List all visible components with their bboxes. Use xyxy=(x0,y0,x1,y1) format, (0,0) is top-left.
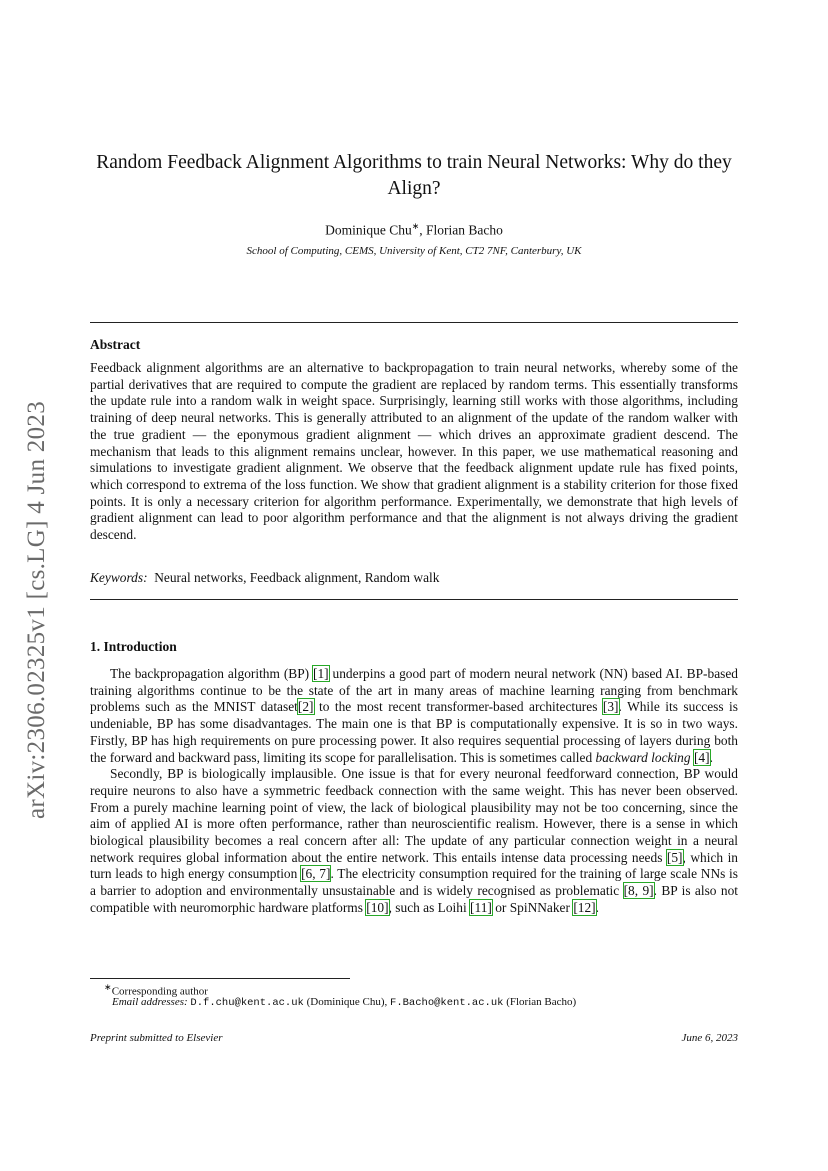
citation-link[interactable]: [6, 7] xyxy=(301,866,331,882)
citation-link[interactable]: [4] xyxy=(693,749,710,765)
footnote-mark: ∗ xyxy=(104,982,112,992)
email-label: Email addresses: xyxy=(112,996,188,1008)
author-separator: , xyxy=(419,222,427,238)
paragraph-text: . The electricity consumption required for the training of large scale NNs is a barrier to adoption and environmentally unsustainable and is widely recognised as problematic xyxy=(90,866,738,899)
email-address[interactable]: F.Bacho@kent.ac.uk xyxy=(390,997,504,1009)
arxiv-identifier-stamp xyxy=(24,376,50,844)
footer-preprint-note: Preprint submitted to Elsevier xyxy=(90,1032,223,1044)
paper-title: Random Feedback Alignment Algorithms to train Neural Networks: Why do they Align? xyxy=(96,152,732,199)
introduction-body xyxy=(90,666,738,917)
keywords-label: Keywords: xyxy=(90,570,148,585)
citation-link[interactable]: [11] xyxy=(470,899,492,915)
author-name: Florian Bacho xyxy=(426,222,503,238)
footnote-text: Corresponding author xyxy=(111,985,208,998)
arxiv-identifier-text: arXiv:2306.02325v1 [cs.LG] 4 Jun 2023 xyxy=(23,401,50,819)
paragraph-text: , which in turn leads to high energy consumption xyxy=(90,849,739,882)
citation-link[interactable]: [5] xyxy=(666,849,683,865)
abstract-bottom-rule xyxy=(90,599,738,600)
introduction-paragraph-2 xyxy=(90,766,738,916)
emphasized-term: backward locking xyxy=(595,749,691,765)
citation-link[interactable]: [10] xyxy=(366,899,389,915)
abstract-heading: Abstract xyxy=(90,337,141,352)
paragraph-text: . xyxy=(595,899,599,915)
footnote-rule xyxy=(90,978,350,979)
abstract-top-rule xyxy=(90,322,738,323)
paragraph-text: The backpropagation algorithm (BP) xyxy=(110,666,314,681)
paragraph-text: . While its success is undeniable, BP has some disadvantages. The main one is that BP is computationally expensive. It is so in two ways. Firstly, BP has high requirements on pure processing power. It also requires sequential processing of layers during both the forward and backward pass, limiting its scope for parallelisation. This is sometimes called xyxy=(90,699,738,765)
citation-link[interactable]: [1] xyxy=(313,666,329,681)
author-affiliation: School of Computing, CEMS, University of Kent, CT2 7NF, Canterbury, UK xyxy=(246,245,582,257)
section-heading-introduction: 1. Introduction xyxy=(90,639,177,654)
paragraph-text: underpins a good part of modern neural network (NN) based AI. BP-based training algorithms continue to be the state of the art in many areas of machine learning ranging from benchmark problems such as the MNIST dataset xyxy=(90,666,738,715)
keywords-text: Neural networks, Feedback alignment, Random walk xyxy=(154,570,440,585)
author-name: Dominique Chu xyxy=(325,222,412,238)
citation-link[interactable]: [2] xyxy=(297,699,314,715)
keywords-line xyxy=(90,570,738,586)
abstract-text: Feedback alignment algorithms are an alternative to backpropagation to train neural networks, whereby some of the partial derivatives that are required to compute the gradient are replaced by random terms. This essentially transforms the update rule into a random walk in weight space. Surprisingly, learning still works with those algorithms, including training of deep neural networks. This is generally attributed to an alignment of the update of the random walker with the true gradient — the eponymous gradient alignment — which drives an approximate gradient descend. The mechanism that leads to this alignment remains unclear, however. In this paper, we use mathematical reasoning and simulations to investigate gradient alignment. We observe that the feedback alignment update rule has fixed points, which correspond to extrema of the loss function. We show that gradient alignment is a stability criterion for those fixed points. It is only a necessary criterion for algorithm performance. Experimentally, we demonstrate that high levels of gradient alignment can lead to poor algorithm performance and that the alignment is not always driving the gradient descend. xyxy=(90,360,738,543)
paragraph-text: Secondly, BP is biologically implausible. One issue is that for every neuronal feedforward connection, BP would require neurons to also have a symmetric feedback connection with the same weight. This has never been observed. From a purely machine learning point of view, the lack of biological plausibility may not be too concerning, since the aim of applied AI is more often performance, rather than neuroscientific realism. However, there is a sense in which biological plausibility becomes a real concern after all: The update of any particular connection weight in a neural network requires global information about the entire network. This entails intense data processing needs xyxy=(90,766,738,865)
citation-link[interactable]: [3] xyxy=(602,699,619,715)
paragraph-text: . xyxy=(709,749,713,765)
citation-link[interactable]: [12] xyxy=(573,899,596,915)
paragraph-text: or SpiNNaker xyxy=(491,899,574,915)
introduction-paragraph-1 xyxy=(90,666,738,766)
email-owner: (Florian Bacho) xyxy=(503,996,577,1008)
citation-link[interactable]: [8, 9] xyxy=(623,883,654,899)
email-address[interactable]: D.f.chu@kent.ac.uk xyxy=(190,997,304,1009)
email-owner: (Dominique Chu), xyxy=(303,996,391,1008)
paragraph-text: to the most recent transformer-based architectures xyxy=(313,699,603,715)
footnote-emails xyxy=(112,996,576,1009)
corresponding-author-mark: ∗ xyxy=(411,221,420,231)
footer-date: June 6, 2023 xyxy=(681,1032,738,1044)
paragraph-text: , such as Loihi xyxy=(388,899,471,915)
paragraph-text: . BP is also not compatible with neuromorphic hardware platforms xyxy=(90,883,738,915)
author-list xyxy=(90,221,738,239)
